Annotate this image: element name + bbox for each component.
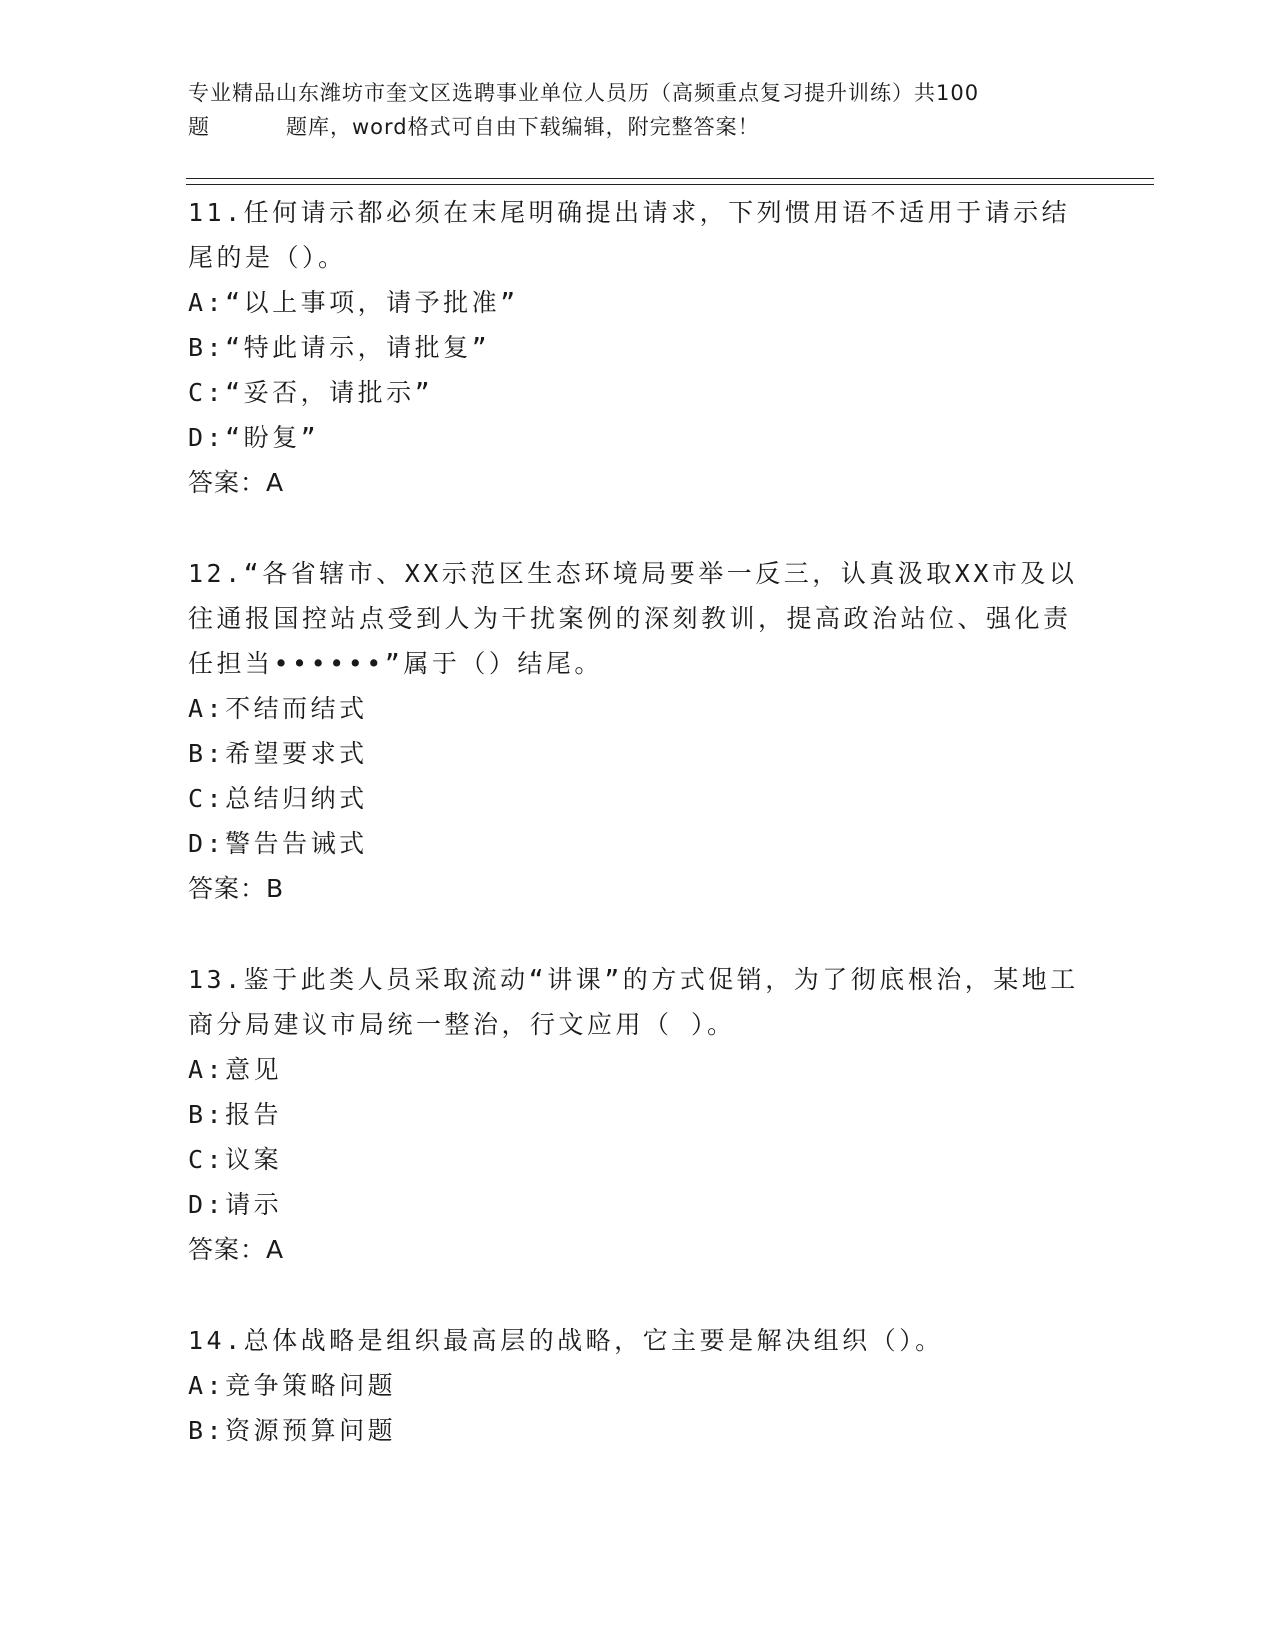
option-c: C:议案	[188, 1145, 283, 1174]
header-rule-bottom	[186, 184, 1154, 185]
question-14	[188, 1318, 1088, 1453]
answer: 答案：A	[188, 1235, 285, 1264]
answer: 答案：A	[188, 468, 285, 497]
option-a: A:“以上事项，请予批准”	[188, 288, 519, 317]
answer: 答案：B	[188, 874, 285, 903]
option-b: B:资源预算问题	[188, 1416, 397, 1445]
option-b: B:报告	[188, 1100, 283, 1129]
option-b: B:希望要求式	[188, 739, 368, 768]
question-stem: 13.鉴于此类人员采取流动“讲课”的方式促销，为了彻底根治，某地工商分局建议市局统一整治，行文应用（ ）。	[188, 965, 1079, 1039]
header-line-2-right: 题库，word格式可自由下载编辑，附完整答案！	[286, 115, 760, 139]
document-header	[188, 76, 1088, 144]
question-12	[188, 551, 1088, 911]
header-line-2	[188, 110, 1088, 144]
option-a: A:竞争策略问题	[188, 1371, 397, 1400]
header-line-2-left: 题	[188, 115, 210, 139]
option-a: A:不结而结式	[188, 694, 368, 723]
question-stem: 12.“各省辖市、XX示范区生态环境局要举一反三，认真汲取XX市及以往通报国控站点受到人为干扰案例的深刻教训，提高政治站位、强化责任担当••••••”属于（）结尾。	[188, 559, 1078, 678]
option-d: D:“盼复”	[188, 423, 320, 452]
option-a: A:意见	[188, 1055, 283, 1084]
question-13	[188, 957, 1088, 1272]
header-rule-top	[186, 178, 1154, 179]
option-b: B:“特此请示，请批复”	[188, 333, 491, 362]
question-list	[188, 190, 1088, 1499]
option-c: C:“妥否，请批示”	[188, 378, 434, 407]
option-d: D:请示	[188, 1190, 283, 1219]
question-stem: 14.总体战略是组织最高层的战略，它主要是解决组织（）。	[188, 1326, 944, 1355]
question-11	[188, 190, 1088, 505]
option-d: D:警告告诫式	[188, 829, 368, 858]
question-stem: 11.任何请示都必须在末尾明确提出请求，下列惯用语不适用于请示结尾的是（）。	[188, 198, 1071, 272]
header-line-1: 专业精品山东潍坊市奎文区选聘事业单位人员历（高频重点复习提升训练）共100	[188, 81, 980, 105]
option-c: C:总结归纳式	[188, 784, 368, 813]
